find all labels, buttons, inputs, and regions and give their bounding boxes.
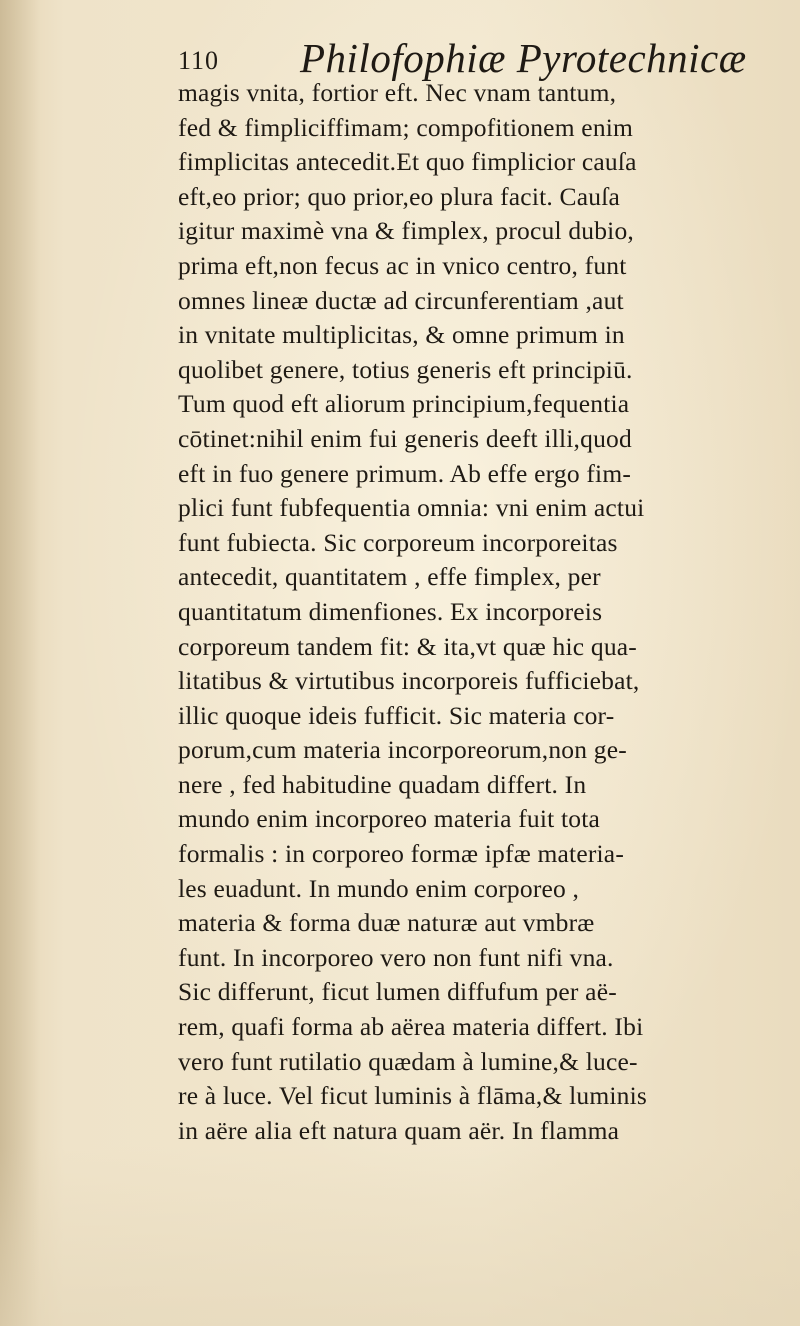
text-line: eft,eo prior; quo prior,eo plura facit. Cauſa bbox=[178, 181, 621, 211]
text-line: plici funt fubfequentia omnia: vni enim actui bbox=[178, 493, 645, 523]
text-line: mundo enim incorporeo materia fuit tota bbox=[178, 804, 601, 834]
text-line: les euadunt. In mundo enim corporeo , bbox=[178, 873, 580, 903]
text-line: nere , fed habitudine quadam differt. In bbox=[178, 769, 587, 799]
page-number: 110 bbox=[178, 46, 220, 75]
text-line: antecedit, quantitatem , effe fimplex, per bbox=[178, 562, 601, 592]
text-line: litatibus & virtutibus incorporeis fufficiebat, bbox=[178, 666, 640, 696]
text-line: illic quoque ideis fufficit. Sic materia cor- bbox=[178, 700, 615, 730]
text-line: Tum quod eft aliorum principium,fequentia bbox=[178, 389, 630, 419]
text-line: in vnitate multiplicitas, & omne primum in bbox=[178, 320, 625, 350]
text-line: prima eft,non fecus ac in vnico centro, funt bbox=[178, 250, 627, 280]
text-line: materia & forma duæ naturæ aut vmbræ bbox=[178, 908, 595, 938]
body-text bbox=[178, 76, 778, 1148]
text-line: funt. In incorporeo vero non funt nifi vna. bbox=[178, 942, 614, 972]
text-line: fed & fimpliciffimam; compofitionem enim bbox=[178, 112, 634, 142]
text-line: magis vnita, fortior eft. Nec vnam tantum, bbox=[178, 78, 617, 107]
gutter-shadow bbox=[0, 0, 40, 1326]
text-line: quolibet genere, totius generis eft principiū. bbox=[178, 354, 633, 384]
text-line: funt fubiecta. Sic corporeum incorporeitas bbox=[178, 527, 618, 557]
text-line: corporeum tandem fit: & ita,vt quæ hic qua- bbox=[178, 631, 637, 661]
text-line: porum,cum materia incorporeorum,non ge- bbox=[178, 735, 627, 765]
text-line: omnes lineæ ductæ ad circunferentiam ,aut bbox=[178, 285, 624, 315]
text-line: eft in fuo genere primum. Ab effe ergo fim- bbox=[178, 458, 632, 488]
text-line: vero funt rutilatio quædam à lumine,& luce- bbox=[178, 1046, 638, 1076]
running-title: Philofophiæ Pyrotechnicæ bbox=[300, 35, 747, 81]
text-line: cōtinet:nihil enim fui generis deeft illi,quod bbox=[178, 423, 632, 453]
text-line: in aëre alia eft natura quam aër. In flamma bbox=[178, 1115, 620, 1145]
text-line: re à luce. Vel ficut luminis à flāma,& luminis bbox=[178, 1081, 648, 1111]
text-line: formalis : in corporeo formæ ipfæ materia- bbox=[178, 839, 625, 869]
text-line: rem, quafi forma ab aërea materia differt. Ibi bbox=[178, 1012, 644, 1042]
text-line: fimplicitas antecedit.Et quo fimplicior cauſa bbox=[178, 147, 637, 177]
text-line: quantitatum dimenfiones. Ex incorporeis bbox=[178, 596, 603, 626]
text-line: Sic differunt, ficut lumen diffufum per aë- bbox=[178, 977, 617, 1007]
text-line: igitur maximè vna & fimplex, procul dubio, bbox=[178, 216, 634, 246]
paper-edge-shading bbox=[0, 1146, 800, 1326]
